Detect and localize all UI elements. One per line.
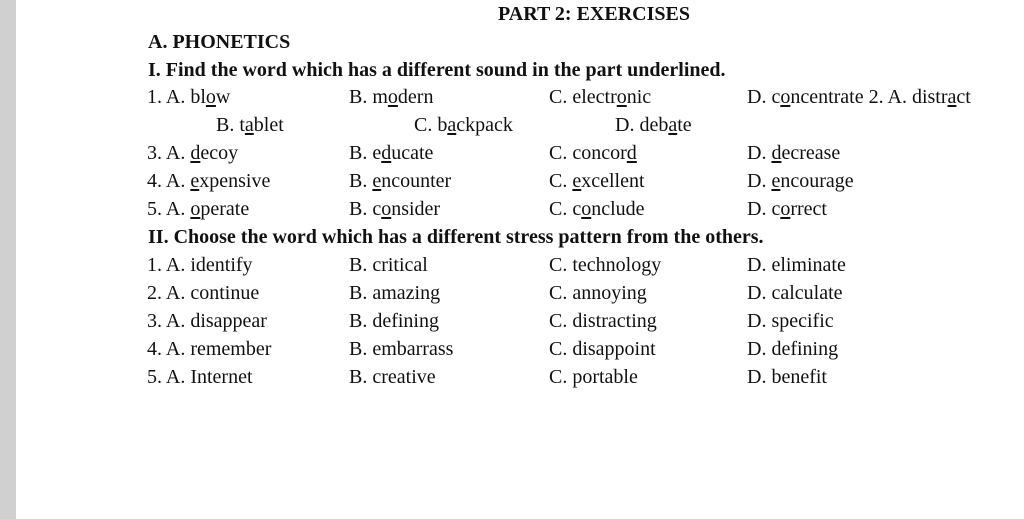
option-cell: 5. A. Internet — [147, 366, 253, 388]
underlined-part: o — [581, 198, 592, 220]
option-cell: B. defining — [349, 310, 439, 332]
option-cell: B. embarrass — [349, 338, 454, 360]
part1-row-5 — [16, 198, 1024, 226]
part2-row-4 — [16, 338, 1024, 366]
option-cell: B. creative — [349, 366, 436, 388]
part1-row-3 — [16, 142, 1024, 170]
option-cell: C. backpack — [414, 114, 513, 136]
option-cell: D. correct — [747, 198, 827, 220]
underlined-part: o — [387, 86, 398, 108]
underlined-part: a — [947, 86, 957, 108]
option-cell: C. conclude — [549, 198, 645, 220]
option-cell: 3. A. decoy — [147, 142, 239, 164]
underlined-part: d — [771, 142, 782, 164]
option-cell: C. electronic — [549, 86, 652, 108]
option-cell: C. annoying — [549, 282, 647, 304]
part2-row-1 — [16, 254, 1024, 282]
underlined-part: e — [372, 170, 382, 192]
option-cell: 1. A. blow — [147, 86, 231, 108]
section-heading: A. PHONETICS — [148, 31, 291, 53]
option-cell: D. eliminate — [747, 254, 846, 276]
underlined-part: d — [190, 142, 201, 164]
option-cell: 2. A. continue — [147, 282, 260, 304]
underlined-part: e — [771, 170, 781, 192]
part2-row-5 — [16, 366, 1024, 394]
option-cell: B. educate — [349, 142, 434, 164]
part2-row-3 — [16, 310, 1024, 338]
option-cell: B. tablet — [216, 114, 284, 136]
option-cell: B. critical — [349, 254, 428, 276]
part1-heading: I. Find the word which has a different sound in the part underlined. — [148, 59, 726, 81]
underlined-part: o — [780, 86, 791, 108]
underlined-part: d — [626, 142, 637, 164]
part2-row-2 — [16, 282, 1024, 310]
underlined-part: o — [780, 198, 791, 220]
underlined-part: a — [244, 114, 254, 136]
option-cell: 1. A. identify — [147, 254, 253, 276]
part1-row-1 — [16, 86, 1024, 114]
option-cell: C. distracting — [549, 310, 657, 332]
underlined-part: o — [616, 86, 627, 108]
option-cell: B. modern — [349, 86, 434, 108]
underlined-part: o — [381, 198, 392, 220]
option-cell: D. encourage — [747, 170, 854, 192]
left-margin-strip — [0, 0, 16, 519]
option-cell: C. portable — [549, 366, 638, 388]
option-cell: 4. A. remember — [147, 338, 272, 360]
option-cell: D. specific — [747, 310, 834, 332]
option-cell: B. amazing — [349, 282, 441, 304]
underlined-part: o — [190, 198, 201, 220]
underlined-part: d — [381, 142, 392, 164]
option-cell: 4. A. expensive — [147, 170, 271, 192]
part1-row-2 — [16, 114, 1024, 142]
option-cell: C. technology — [549, 254, 662, 276]
option-cell: D. defining — [747, 338, 839, 360]
option-cell: D. benefit — [747, 366, 827, 388]
document-page — [16, 0, 1024, 519]
option-cell: D. debate — [615, 114, 692, 136]
page-title: PART 2: EXERCISES — [498, 3, 690, 25]
underlined-part: o — [205, 86, 216, 108]
option-cell: C. excellent — [549, 170, 645, 192]
option-cell: 5. A. operate — [147, 198, 250, 220]
option-cell: C. disappoint — [549, 338, 656, 360]
underlined-part: e — [190, 170, 200, 192]
underlined-part: e — [572, 170, 582, 192]
option-cell: B. encounter — [349, 170, 452, 192]
underlined-part: a — [447, 114, 457, 136]
underlined-part: a — [668, 114, 678, 136]
option-cell: D. decrease — [747, 142, 841, 164]
option-cell: D. calculate — [747, 282, 843, 304]
option-cell: B. consider — [349, 198, 441, 220]
option-cell: C. concord — [549, 142, 637, 164]
option-cell: D. concentrate 2. A. distract — [747, 86, 971, 108]
part2-heading: II. Choose the word which has a different stress pattern from the others. — [148, 226, 764, 248]
option-cell: 3. A. disappear — [147, 310, 267, 332]
part1-row-4 — [16, 170, 1024, 198]
